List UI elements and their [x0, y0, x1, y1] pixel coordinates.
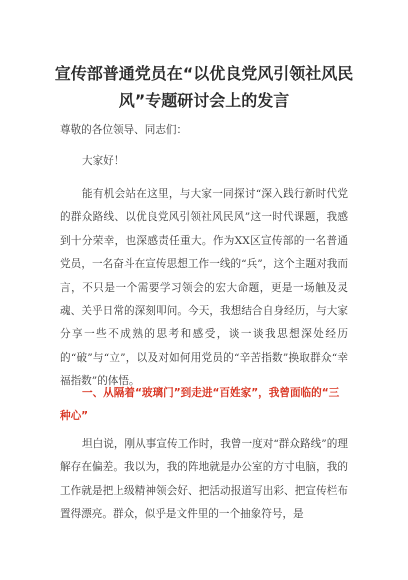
- paragraph-section-one: 坦白说，刚从事宣传工作时，我曾一度对“群众路线”的理解存在偏差。我以为，我的阵地就是办公室的方寸电脑，我的工作就是把上级精神领会好、把活动报道写出彩、把宣传栏布置得漂亮。群众，似乎是文件里的一个抽象符号，是: [60, 438, 348, 521]
- greeting: 大家好！: [82, 155, 125, 167]
- section-heading: 一、从隔着“玻璃门”到走进“百姓家”，我曾面临的“三种心”: [60, 387, 340, 423]
- salutation: 尊敬的各位领导、同志们：: [60, 124, 188, 136]
- document-title: 宣传部普通党员在“以优良党风引领社风民风”专题研讨会上的发言: [54, 64, 354, 110]
- paragraph-intro: 能有机会站在这里，与大家一同探讨“深入践行新时代党的群众路线、以优良党风引领社风民风”这一时代课题，我感到十分荣幸，也深感责任重大。作为XX区宣传部的一名普通党员，一名奋斗在宣传思想工作一线的“兵”，这个主题对我而言，不只是一个需要学习领会的宏大命题，更是一场触及灵魂、关乎日常的深刻叩问。今天，我想结合自身经历，与大家分享一些不成熟的思考和感受，谈一谈我思想深处经历的“破”与“立”，以及对如何用党员的“辛苦指数”换取群众“幸福指数”的体悟。: [60, 188, 348, 388]
